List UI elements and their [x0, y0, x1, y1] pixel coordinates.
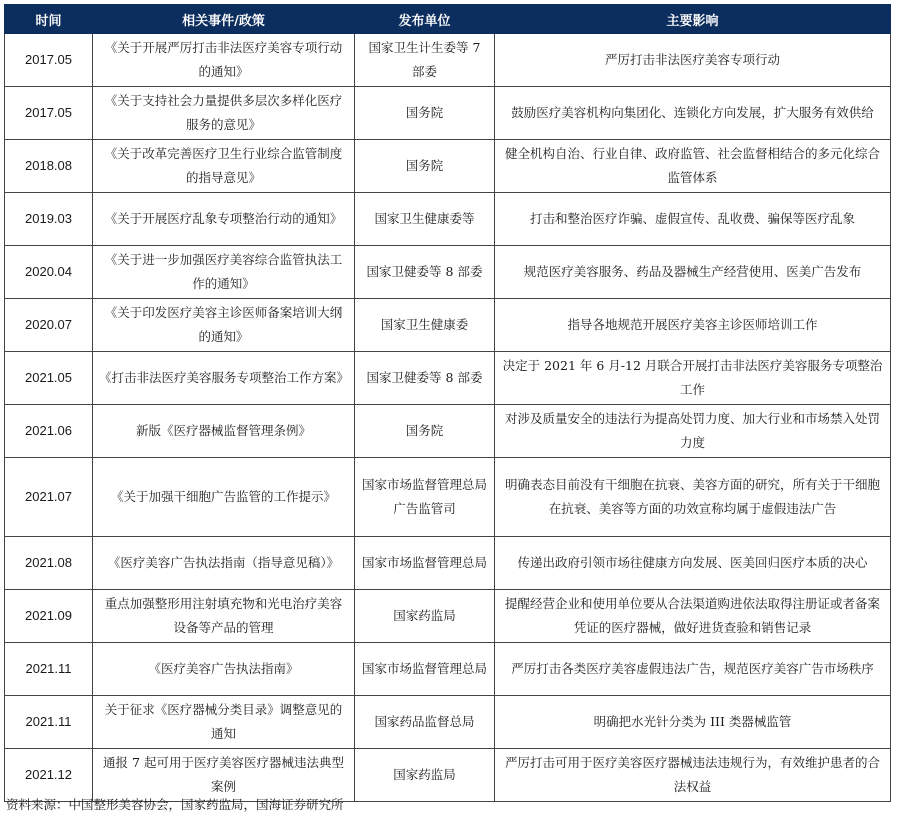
cell-event: 新版《医疗器械监督管理条例》 [93, 405, 355, 458]
cell-date: 2019.03 [5, 193, 93, 246]
cell-unit: 国家卫健委等 8 部委 [355, 246, 495, 299]
header-date: 时间 [5, 5, 93, 34]
cell-impact: 严厉打击非法医疗美容专项行动 [495, 34, 891, 87]
cell-date: 2017.05 [5, 34, 93, 87]
cell-event: 《关于进一步加强医疗美容综合监管执法工作的通知》 [93, 246, 355, 299]
cell-impact: 打击和整治医疗诈骗、虚假宣传、乱收费、骗保等医疗乱象 [495, 193, 891, 246]
header-unit: 发布单位 [355, 5, 495, 34]
cell-date: 2021.12 [5, 749, 93, 802]
cell-impact: 决定于 2021 年 6 月-12 月联合开展打击非法医疗美容服务专项整治工作 [495, 352, 891, 405]
cell-impact: 提醒经营企业和使用单位要从合法渠道购进依法取得注册证或者备案凭证的医疗器械，做好进货查验和销售记录 [495, 590, 891, 643]
cell-unit: 国务院 [355, 87, 495, 140]
policy-table [4, 4, 891, 802]
cell-unit: 国家卫健委等 8 部委 [355, 352, 495, 405]
cell-unit: 国家市场监督管理总局广告监管司 [355, 458, 495, 537]
table-row [5, 458, 891, 537]
table-row [5, 352, 891, 405]
table-row [5, 405, 891, 458]
cell-impact: 指导各地规范开展医疗美容主诊医师培训工作 [495, 299, 891, 352]
cell-impact: 严厉打击各类医疗美容虚假违法广告，规范医疗美容广告市场秩序 [495, 643, 891, 696]
header-event: 相关事件/政策 [93, 5, 355, 34]
cell-unit: 国家药监局 [355, 590, 495, 643]
cell-date: 2018.08 [5, 140, 93, 193]
cell-event: 《关于改革完善医疗卫生行业综合监管制度的指导意见》 [93, 140, 355, 193]
cell-event: 《医疗美容广告执法指南》 [93, 643, 355, 696]
table-row [5, 193, 891, 246]
cell-event: 通报 7 起可用于医疗美容医疗器械违法典型案例 [93, 749, 355, 802]
cell-unit: 国家市场监督管理总局 [355, 537, 495, 590]
table-row [5, 643, 891, 696]
cell-event: 《打击非法医疗美容服务专项整治工作方案》 [93, 352, 355, 405]
cell-impact: 严厉打击可用于医疗美容医疗器械违法违规行为，有效维护患者的合法权益 [495, 749, 891, 802]
cell-unit: 国家药品监督总局 [355, 696, 495, 749]
cell-event: 《关于印发医疗美容主诊医师备案培训大纲的通知》 [93, 299, 355, 352]
cell-event: 重点加强整形用注射填充物和光电治疗美容设备等产品的管理 [93, 590, 355, 643]
cell-impact: 明确表态目前没有干细胞在抗衰、美容方面的研究，所有关于干细胞在抗衰、美容等方面的功效宣称均属于虚假违法广告 [495, 458, 891, 537]
cell-event: 《医疗美容广告执法指南（指导意见稿）》 [93, 537, 355, 590]
cell-event: 《关于加强干细胞广告监管的工作提示》 [93, 458, 355, 537]
table-row [5, 590, 891, 643]
table-header-row [5, 5, 891, 34]
cell-impact: 鼓励医疗美容机构向集团化、连锁化方向发展，扩大服务有效供给 [495, 87, 891, 140]
cell-impact: 健全机构自治、行业自律、政府监管、社会监督相结合的多元化综合监管体系 [495, 140, 891, 193]
cell-event: 《关于支持社会力量提供多层次多样化医疗服务的意见》 [93, 87, 355, 140]
cell-date: 2021.07 [5, 458, 93, 537]
cell-unit: 国家卫生计生委等 7 部委 [355, 34, 495, 87]
cell-date: 2021.09 [5, 590, 93, 643]
cell-impact: 对涉及质量安全的违法行为提高处罚力度、加大行业和市场禁入处罚力度 [495, 405, 891, 458]
header-impact: 主要影响 [495, 5, 891, 34]
cell-date: 2021.08 [5, 537, 93, 590]
table-row [5, 749, 891, 802]
cell-unit: 国务院 [355, 140, 495, 193]
cell-unit: 国务院 [355, 405, 495, 458]
cell-impact: 传递出政府引领市场往健康方向发展、医美回归医疗本质的决心 [495, 537, 891, 590]
table-row [5, 34, 891, 87]
cell-event: 《关于开展严厉打击非法医疗美容专项行动的通知》 [93, 34, 355, 87]
cell-date: 2021.11 [5, 643, 93, 696]
table-row [5, 696, 891, 749]
cell-date: 2021.11 [5, 696, 93, 749]
cell-date: 2021.06 [5, 405, 93, 458]
cell-event: 《关于开展医疗乱象专项整治行动的通知》 [93, 193, 355, 246]
cell-date: 2017.05 [5, 87, 93, 140]
table-row [5, 87, 891, 140]
table-row [5, 246, 891, 299]
cell-impact: 明确把水光针分类为 III 类器械监管 [495, 696, 891, 749]
cell-date: 2020.04 [5, 246, 93, 299]
cell-unit: 国家卫生健康委等 [355, 193, 495, 246]
table-row [5, 140, 891, 193]
source-note: 资料来源：中国整形美容协会，国家药监局，国海证券研究所 [6, 797, 344, 812]
cell-unit: 国家药监局 [355, 749, 495, 802]
cell-unit: 国家市场监督管理总局 [355, 643, 495, 696]
table-row [5, 537, 891, 590]
table-row [5, 299, 891, 352]
cell-event: 关于征求《医疗器械分类目录》调整意见的通知 [93, 696, 355, 749]
cell-date: 2020.07 [5, 299, 93, 352]
cell-impact: 规范医疗美容服务、药品及器械生产经营使用、医美广告发布 [495, 246, 891, 299]
cell-date: 2021.05 [5, 352, 93, 405]
cell-unit: 国家卫生健康委 [355, 299, 495, 352]
